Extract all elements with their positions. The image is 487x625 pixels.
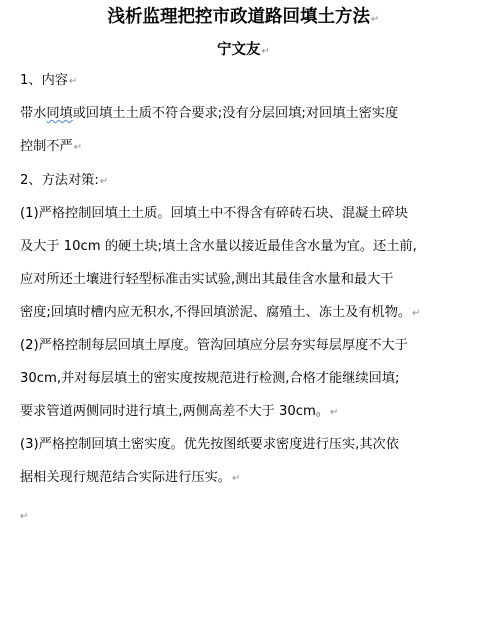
title-text: 浅析监理把控市政道路回填土方法 [107,7,371,27]
spellcheck-underline: 同填 [46,106,73,121]
paragraph-line: (1)严格控制回填土土质。回填土中不得含有碎砖石块、混凝土碎块 [20,206,408,221]
section-heading-content [20,68,477,94]
paragraph-line: 密度;回填时槽内应无积水,不得回填淤泥、腐殖土、冻土及有机物。 [20,305,412,320]
author-text: 宁文友 [217,41,261,58]
method-paragraph-1 [20,201,477,326]
paragraph-line: 应对所还土壤进行轻型标准击实试验,测出其最佳含水量和最大干 [20,272,394,287]
document-author [0,40,487,62]
paragraph-line: 30cm,并对每层填土的密实度按规范进行检测,合格才能继续回填; [20,371,400,386]
paragraph-line: (2)严格控制每层回填土厚度。管沟回填应分层夯实每层厚度不大于 [20,338,408,353]
paragraph-line: 控制不严 [20,139,73,154]
paragraph-mark-icon: ↵ [232,473,241,484]
paragraph-line: (3)严格控制回填土密实度。优先按图纸要求密度进行压实,其次依 [20,437,399,452]
paragraph-mark-icon: ↵ [73,142,83,153]
section-heading-methods [20,168,477,194]
paragraph-line: 及大于 10cm 的硬土块;填土含水量以接近最佳含水量为宜。还土前, [20,239,417,254]
paragraph-line: 1、内容 [20,73,68,88]
paragraph-mark-icon: ↵ [20,511,29,522]
paragraph-mark-icon: ↵ [261,46,270,57]
method-paragraph-3 [20,432,477,491]
paragraph-line: 带水同填或回填土土质不符合要求;没有分层回填;对回填土密实度 [20,106,399,121]
paragraph-mark-icon: ↵ [371,14,380,25]
paragraph-mark-icon: ↵ [99,176,109,187]
paragraph-mark-icon: ↵ [330,407,339,418]
paragraph-mark-icon: ↵ [412,308,421,319]
content-paragraph [20,101,477,160]
document-title [0,5,487,32]
paragraph-line: 2、方法对策: [20,173,99,188]
method-paragraph-2 [20,333,477,425]
paragraph-mark-icon: ↵ [68,76,78,87]
paragraph-line: 要求管道两侧同时进行填土,两侧高差不大于 30cm。 [20,404,330,419]
paragraph-line: 据相关现行规范结合实际进行压实。 [20,470,231,485]
